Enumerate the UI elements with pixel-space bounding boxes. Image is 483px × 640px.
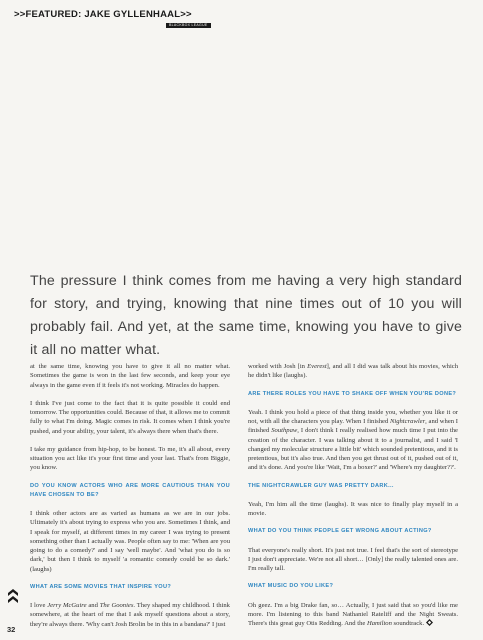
magazine-logo-icon bbox=[8, 589, 18, 603]
interview-answer: I think other actors are as varied as humans as we are in our jobs. Ultimately it's about trying to express who you are. Sometimes I think, and I speak for myself, at different times in my career I was trying to present something other than I actually was. People often say to me: 'When are you going to do a comedy?' and I say 'well maybe'. And 'what you do is so dark,' but then I think to myself 'a romantic comedy could be so dark.' (laughs) bbox=[30, 510, 230, 573]
pull-quote: The pressure I think comes from me having a very high standard for story, and trying, knowing that nine times out of 10 you will probably fail. And yet, at the same time, knowing you have to give it all no matter what. bbox=[30, 273, 462, 358]
end-mark-icon bbox=[426, 619, 433, 626]
album-title: Hamilton bbox=[366, 620, 392, 627]
interview-question: WHAT DO YOU THINK PEOPLE GET WRONG ABOUT ACTING? bbox=[248, 528, 432, 535]
movie-title: Everest bbox=[307, 363, 327, 370]
interview-question: WHAT ARE SOME MOVIES THAT INSPIRE YOU? bbox=[30, 583, 172, 590]
interview-question: THE NIGHTCRAWLER GUY WAS PRETTY DARK... bbox=[248, 482, 394, 489]
paragraph: at the same time, knowing you have to give it all no matter what. Sometimes the game is won in the last few seconds, and keep your eye always in the game even if it feels it's not working. Miracles do happen. bbox=[30, 363, 230, 389]
right-column bbox=[248, 362, 458, 628]
movie-title: Jerry McGuire bbox=[47, 602, 87, 609]
paragraph: worked with Josh [in Everest], and all I did was talk about his movies, which he didn't like (laughs). bbox=[248, 363, 458, 380]
interview-answer: Yeah, I'm him all the time (laughs). It was nice to finally play myself in a movie. bbox=[248, 500, 458, 517]
interview-answer: Oh geez. I'm a big Drake fan, so… Actually, I just said that so you'd like me more. I'm listening to this band Nathaniel Rateliff and the Night Sweats. There's this great guy Otis Redding. And the Hamilton soundtrack. bbox=[248, 601, 458, 627]
paragraph: I think I've just come to the fact that it is quite possible it could end tomorrow. The opportunities could. Because of that, it allows me to commit fully to what I'm doing. Magic comes in risk. It comes when I think you're pushed, and your ability, your talent, it's always there when that's there. bbox=[30, 399, 230, 435]
left-column bbox=[30, 362, 230, 629]
movie-title: Nightcrawler bbox=[389, 418, 426, 425]
interview-question: DO YOU KNOW ACTORS WHO ARE MORE CAUTIOUS THAN YOU HAVE CHOSEN TO BE? bbox=[30, 482, 230, 498]
page-number: 32 bbox=[7, 625, 16, 634]
paragraph: I take my guidance from hip-hop, to be honest. To me, it's all about, every situation you act like it's your first time and your last. That's from Biggie, you know. bbox=[30, 445, 230, 472]
page-header bbox=[14, 9, 254, 37]
header-tag: BLACKBOX LEAGUE bbox=[166, 23, 211, 28]
section-title: >>FEATURED: JAKE GYLLENHAAL>> bbox=[14, 9, 192, 20]
movie-title: Southpaw bbox=[271, 427, 298, 435]
interview-answer: I love Jerry McGuire and The Goonies. They shaped my childhood. I think somewhere, at the heart of me that I ask myself questions about a story, they're always there. 'Why can't Josh Brolin be in this in a bandana?' I just bbox=[30, 602, 230, 628]
interview-question: ARE THERE ROLES YOU HAVE TO SHAKE OFF WHEN YOU'RE DONE? bbox=[248, 390, 457, 397]
movie-title: The Goonies bbox=[99, 602, 134, 609]
interview-answer: That everyone's really short. It's just not true. I feel that's the sort of stereotype I just don't appreciate. We're not all short… [Only] the really talented ones are. I'm really tall. bbox=[248, 546, 458, 572]
interview-answer: Yeah. I think you hold a piece of that thing inside you, whether you like it or not, with all the characters you play. When I finished Nightcrawler, and when I finished Southpaw, I don't think I really realised how much time I put into the creation of the character. I was talking about it to a journalist, and I said 'I changed my molecular structure a little bit' which sounded pretentious, and it is pretentious, but it's also true. And then you get thrust out of it, pushed out of it, and it's done. And you're like 'Wait, I'm a boxer?' and 'Where's my daughter??'. bbox=[248, 408, 458, 472]
interview-question: WHAT MUSIC DO YOU LIKE? bbox=[248, 583, 334, 590]
